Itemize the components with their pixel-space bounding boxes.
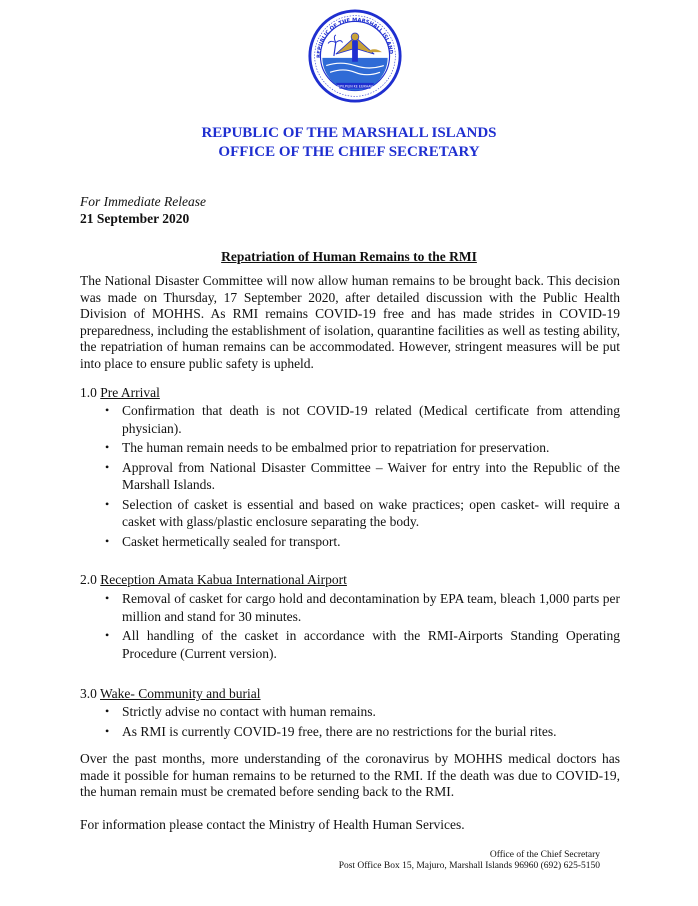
letterhead-line-1: REPUBLIC OF THE MARSHALL ISLANDS	[201, 125, 497, 141]
list-item: • Approval from National Disaster Committee – Waiver for entry into the Republic of the Marshall Islands.	[105, 459, 620, 492]
list-item: • As RMI is currently COVID-19 free, there are no restrictions for the burial rites.	[105, 723, 557, 739]
section-heading-pre-arrival	[80, 385, 160, 401]
bullet-icon: •	[105, 704, 110, 718]
contact-line: For information please contact the Ministry of Health Human Services.	[80, 817, 465, 832]
section-title: Pre Arrival	[100, 385, 160, 400]
bullet-icon: •	[105, 723, 110, 738]
seal-ribbon-text: JEPILPILIN KE EJUKAAN	[337, 84, 373, 89]
list-item: • Removal of casket for cargo hold and decontamination by EPA team, bleach 1,000 parts per million and stand for 30 minutes.	[105, 591, 620, 624]
list-item: • Confirmation that death is not COVID-19 related (Medical certificate from attending physician).	[105, 403, 620, 436]
section-title: Reception Amata Kabua International Airport	[100, 572, 347, 587]
bullet-icon: •	[105, 591, 110, 605]
list-item: • All handling of the casket in accordance with the RMI-Airports Standing Operating Procedure (Current version).	[105, 628, 620, 661]
national-seal-logo	[307, 8, 403, 104]
section-title: Wake- Community and burial	[100, 686, 261, 701]
seal-ring-text: REPUBLIC OF THE MARSHALL ISLAND	[316, 17, 394, 58]
document-title: Repatriation of Human Remains to the RMI	[221, 249, 477, 264]
section-list-pre-arrival	[80, 402, 620, 552]
list-item: • Strictly advise no contact with human remains.	[105, 704, 376, 719]
letterhead-line-2: OFFICE OF THE CHIEF SECRETARY	[218, 144, 480, 160]
bullet-icon: •	[105, 496, 110, 511]
section-number: 3.0	[80, 686, 97, 701]
bullet-icon: •	[105, 459, 110, 474]
section-number: 1.0	[80, 385, 97, 400]
bullet-icon: •	[105, 533, 110, 548]
section-number: 2.0	[80, 572, 97, 587]
release-info	[80, 193, 206, 227]
footer-office: Office of the Chief Secretary	[489, 850, 600, 860]
intro-paragraph: The National Disaster Committee will now allow human remains to be brought back. This decision was made on Thursday, 17 September 2020, after detailed discussion with the Public Health Division of MOHHS. As RMI remains COVID-19 free and has made strides in COVID-19 preparedness, including the establishment of isolation, quarantine facilities as well as testing ability, the repatriation of human remains can be accommodated. However, stringent measures will be put into place to ensure public safety is upheld.	[80, 273, 620, 371]
list-item: • Selection of casket is essential and based on wake practices; open casket- will require a casket with glass/plastic enclosure separating the body.	[105, 496, 620, 529]
bullet-icon: •	[105, 628, 110, 642]
bullet-icon: •	[105, 403, 110, 417]
list-item: • Casket hermetically sealed for transport.	[105, 533, 341, 549]
section-heading-wake	[80, 686, 261, 702]
section-heading-reception	[80, 572, 347, 588]
footer-address	[339, 850, 600, 872]
closing-paragraph: Over the past months, more understanding of the coronavirus by MOHHS medical doctors has made it possible for human remains to be returned to the RMI. If the death was due to COVID-19, the human remain must be cremated before sending back to the RMI.	[80, 751, 620, 799]
footer-postal: Post Office Box 15, Majuro, Marshall Islands 96960 (692) 625-5150	[338, 861, 600, 871]
section-list-wake	[80, 703, 620, 742]
bullet-icon: •	[105, 440, 110, 454]
release-date: 21 September 2020	[80, 211, 190, 226]
release-label: For Immediate Release	[80, 194, 206, 209]
letterhead	[0, 124, 698, 162]
section-list-reception	[80, 590, 620, 664]
list-item: • The human remain needs to be embalmed prior to repatriation for preservation.	[105, 440, 550, 455]
